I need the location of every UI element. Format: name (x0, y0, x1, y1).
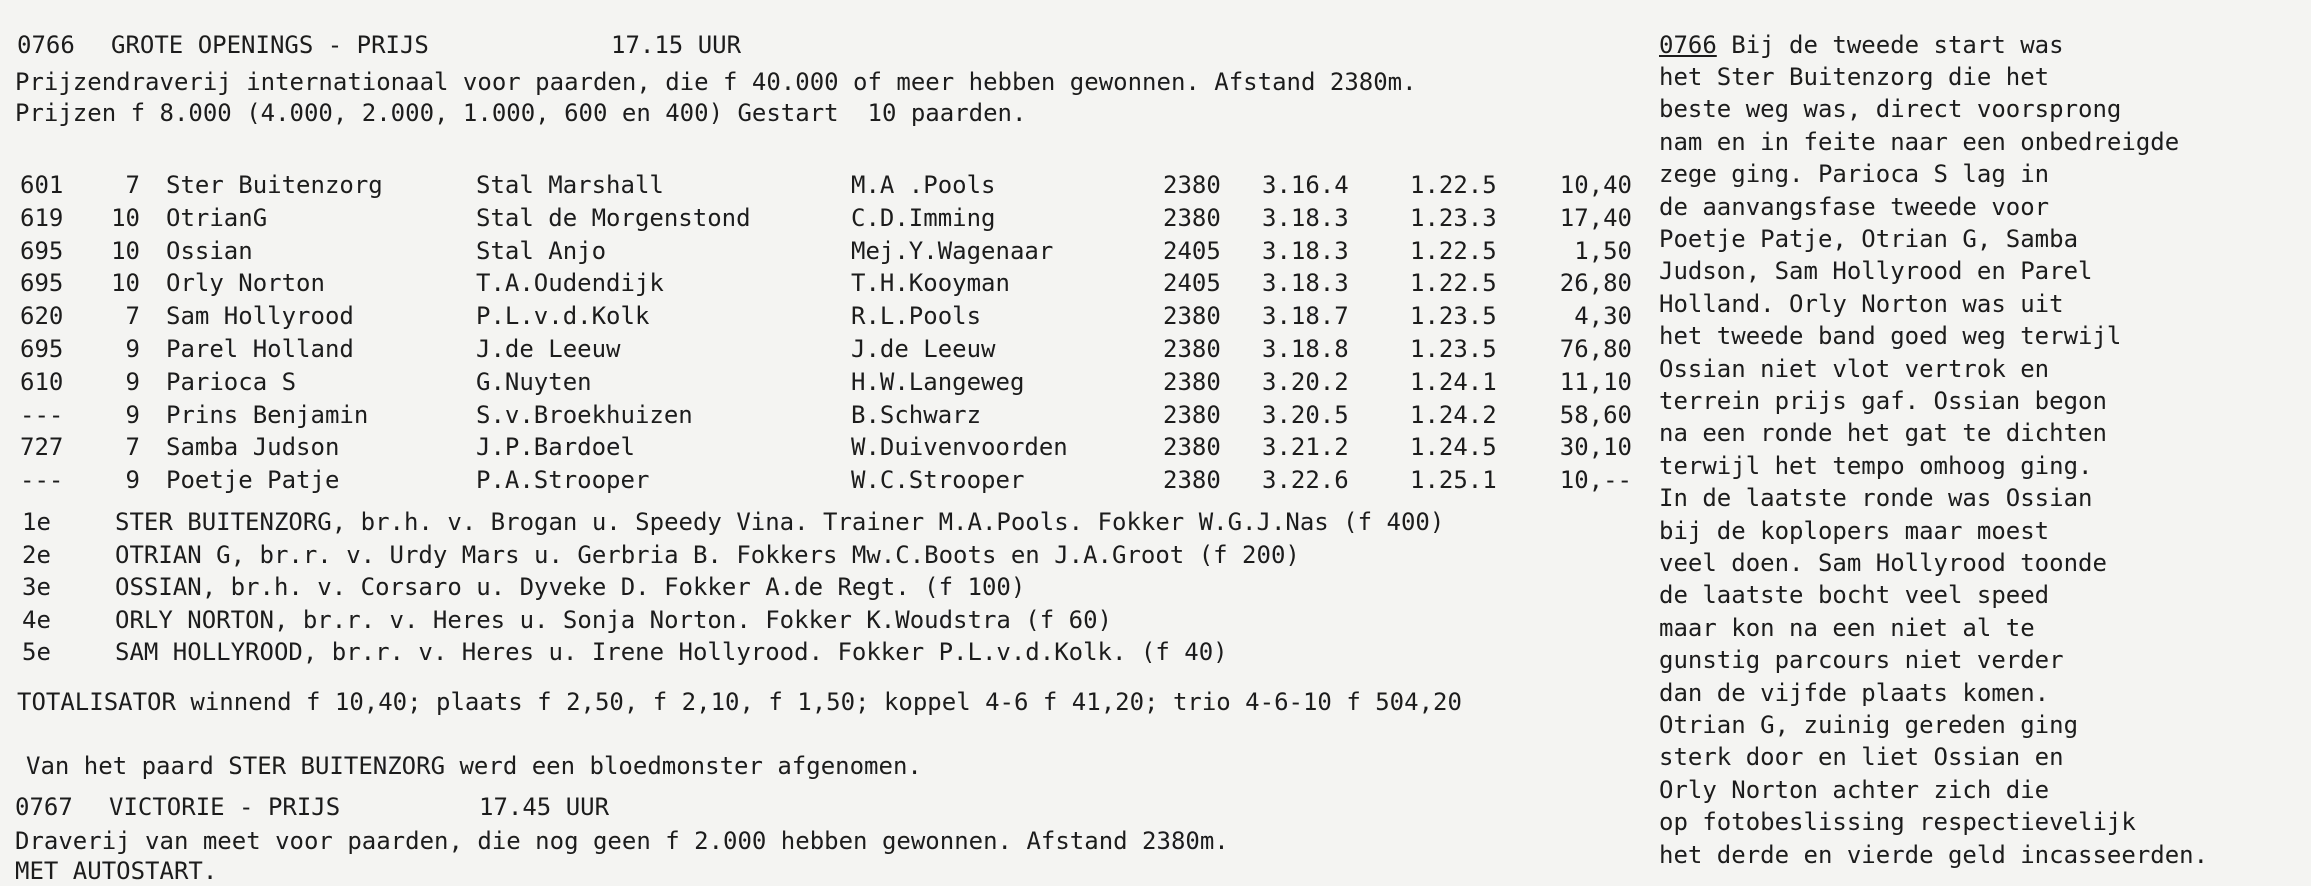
horse-name-cell: Parioca S (166, 368, 297, 396)
age-cell: 9 (125, 466, 140, 494)
distance-cell: 2405 (1163, 237, 1221, 265)
km-time-cell: 1.23.5 (1410, 302, 1497, 330)
km-time-cell: 1.24.5 (1410, 433, 1497, 461)
race-name: VICTORIE - PRIJS (109, 793, 341, 821)
odds-cell: 30,10 (1559, 433, 1632, 461)
commentary-line: op fotobeslissing respectievelijk (1659, 808, 2136, 836)
race-number-cell: 620 (20, 302, 64, 330)
commentary-line: Poetje Patje, Otrian G, Samba (1659, 225, 2079, 253)
race-number-cell: 695 (20, 237, 64, 265)
horse-name-cell: Poetje Patje (166, 466, 340, 494)
driver-cell: Mej.Y.Wagenaar (851, 237, 1054, 265)
driver-cell: W.Duivenvoorden (851, 433, 1068, 461)
race-number-cell: 610 (20, 368, 64, 396)
commentary-line: Ossian niet vlot vertrok en (1659, 355, 2050, 383)
race-number-cell: --- (20, 401, 64, 429)
placing-position: 3e (22, 573, 51, 601)
commentary-line: gunstig parcours niet verder (1659, 646, 2064, 674)
horse-name-cell: Prins Benjamin (166, 401, 369, 429)
driver-cell: M.A .Pools (851, 171, 996, 199)
time-cell: 3.18.3 (1262, 237, 1349, 265)
distance-cell: 2380 (1163, 368, 1221, 396)
driver-cell: C.D.Imming (851, 204, 996, 232)
owner-cell: Stal de Morgenstond (476, 204, 751, 232)
km-time-cell: 1.22.5 (1410, 237, 1497, 265)
race-conditions-line-1: Prijzendraverij internationaal voor paarden, die f 40.000 of meer hebben gewonnen. Afstand 2380m. (15, 68, 1417, 96)
placing-position: 2e (22, 541, 51, 569)
km-time-cell: 1.23.3 (1410, 204, 1497, 232)
distance-cell: 2380 (1163, 401, 1221, 429)
driver-cell: T.H.Kooyman (851, 269, 1010, 297)
distance-cell: 2405 (1163, 269, 1221, 297)
placing-position: 1e (22, 508, 51, 536)
commentary-line: dan de vijfde plaats komen. (1659, 679, 2050, 707)
driver-cell: B.Schwarz (851, 401, 982, 429)
placing-details: SAM HOLLYROOD, br.r. v. Heres u. Irene Hollyrood. Fokker P.L.v.d.Kolk. (f 40) (115, 638, 1228, 666)
km-time-cell: 1.25.1 (1410, 466, 1497, 494)
owner-cell: G.Nuyten (476, 368, 592, 396)
race-number: 0766 (17, 31, 75, 59)
owner-cell: J.P.Bardoel (476, 433, 635, 461)
odds-cell: 10,-- (1559, 466, 1632, 494)
age-cell: 10 (111, 204, 140, 232)
owner-cell: Stal Anjo (476, 237, 607, 265)
race-conditions-line-2: MET AUTOSTART. (15, 857, 218, 885)
blood-sample-note: Van het paard STER BUITENZORG werd een bloedmonster afgenomen. (26, 752, 922, 780)
commentary-line: de laatste bocht veel speed (1659, 581, 2050, 609)
distance-cell: 2380 (1163, 433, 1221, 461)
race-number-cell: 619 (20, 204, 64, 232)
odds-cell: 76,80 (1559, 335, 1632, 363)
odds-cell: 26,80 (1559, 269, 1632, 297)
commentary-line: het derde en vierde geld incasseerden. (1659, 841, 2209, 869)
time-cell: 3.16.4 (1262, 171, 1349, 199)
race-number-cell: 727 (20, 433, 64, 461)
commentary-line: nam en in feite naar een onbedreigde (1659, 128, 2180, 156)
km-time-cell: 1.24.1 (1410, 368, 1497, 396)
distance-cell: 2380 (1163, 466, 1221, 494)
commentary-line: maar kon na een niet al te (1659, 614, 2035, 642)
race-number-cell: --- (20, 466, 64, 494)
distance-cell: 2380 (1163, 302, 1221, 330)
odds-cell: 10,40 (1559, 171, 1632, 199)
owner-cell: J.de Leeuw (476, 335, 621, 363)
odds-cell: 17,40 (1559, 204, 1632, 232)
placing-details: OSSIAN, br.h. v. Corsaro u. Dyveke D. Fokker A.de Regt. (f 100) (115, 573, 1026, 601)
commentary-line: beste weg was, direct voorsprong (1659, 95, 2122, 123)
horse-name-cell: Orly Norton (166, 269, 325, 297)
commentary-line: na een ronde het gat te dichten (1659, 419, 2107, 447)
race-number-cell: 695 (20, 269, 64, 297)
commentary-line: terwijl het tempo omhoog ging. (1659, 452, 2093, 480)
odds-cell: 4,30 (1574, 302, 1632, 330)
race-conditions-line-2: Prijzen f 8.000 (4.000, 2.000, 1.000, 600 en 400) Gestart 10 paarden. (15, 99, 1027, 127)
commentary-line: In de laatste ronde was Ossian (1659, 484, 2093, 512)
km-time-cell: 1.23.5 (1410, 335, 1497, 363)
km-time-cell: 1.22.5 (1410, 171, 1497, 199)
owner-cell: T.A.Oudendijk (476, 269, 664, 297)
placing-position: 5e (22, 638, 51, 666)
placing-details: STER BUITENZORG, br.h. v. Brogan u. Speedy Vina. Trainer M.A.Pools. Fokker W.G.J.Nas (f 400) (115, 508, 1445, 536)
owner-cell: Stal Marshall (476, 171, 664, 199)
commentary-line: Holland. Orly Norton was uit (1659, 290, 2064, 318)
horse-name-cell: Samba Judson (166, 433, 340, 461)
age-cell: 9 (125, 401, 140, 429)
commentary-line: Otrian G, zuinig gereden ging (1659, 711, 2079, 739)
commentary-first-line (1659, 30, 2064, 60)
horse-name-cell: Ossian (166, 237, 253, 265)
horse-name-cell: Sam Hollyrood (166, 302, 354, 330)
odds-cell: 1,50 (1574, 237, 1632, 265)
distance-cell: 2380 (1163, 171, 1221, 199)
age-cell: 7 (125, 433, 140, 461)
odds-cell: 58,60 (1559, 401, 1632, 429)
time-cell: 3.18.8 (1262, 335, 1349, 363)
race-time: 17.45 UUR (479, 793, 610, 821)
odds-cell: 11,10 (1559, 368, 1632, 396)
time-cell: 3.18.3 (1262, 269, 1349, 297)
time-cell: 3.20.2 (1262, 368, 1349, 396)
race-name: GROTE OPENINGS - PRIJS (111, 31, 429, 59)
race-conditions-line-1: Draverij van meet voor paarden, die nog geen f 2.000 hebben gewonnen. Afstand 2380m. (15, 827, 1229, 855)
horse-name-cell: Ster Buitenzorg (166, 171, 383, 199)
owner-cell: P.A.Strooper (476, 466, 650, 494)
time-cell: 3.21.2 (1262, 433, 1349, 461)
age-cell: 9 (125, 368, 140, 396)
age-cell: 10 (111, 237, 140, 265)
race-number-cell: 695 (20, 335, 64, 363)
age-cell: 7 (125, 171, 140, 199)
race-time: 17.15 UUR (611, 31, 742, 59)
commentary-line: bij de koplopers maar moest (1659, 517, 2050, 545)
km-time-cell: 1.24.2 (1410, 401, 1497, 429)
commentary-line: terrein prijs gaf. Ossian begon (1659, 387, 2107, 415)
age-cell: 7 (125, 302, 140, 330)
time-cell: 3.22.6 (1262, 466, 1349, 494)
commentary-first-line-text: Bij de tweede start was (1716, 31, 2064, 59)
owner-cell: S.v.Broekhuizen (476, 401, 693, 429)
driver-cell: W.C.Strooper (851, 466, 1025, 494)
placing-details: ORLY NORTON, br.r. v. Heres u. Sonja Norton. Fokker K.Woudstra (f 60) (115, 606, 1112, 634)
race-number: 0767 (15, 793, 73, 821)
time-cell: 3.18.7 (1262, 302, 1349, 330)
commentary-ref: 0766 (1659, 31, 1717, 59)
commentary-line: het Ster Buitenzorg die het (1659, 63, 2050, 91)
commentary-line: veel doen. Sam Hollyrood toonde (1659, 549, 2107, 577)
distance-cell: 2380 (1163, 335, 1221, 363)
driver-cell: J.de Leeuw (851, 335, 996, 363)
commentary-line: zege ging. Parioca S lag in (1659, 160, 2050, 188)
km-time-cell: 1.22.5 (1410, 269, 1497, 297)
totalisator: TOTALISATOR winnend f 10,40; plaats f 2,50, f 2,10, f 1,50; koppel 4-6 f 41,20; trio 4-6-10 f 504,20 (17, 688, 1462, 716)
horse-name-cell: Parel Holland (166, 335, 354, 363)
commentary-line: Judson, Sam Hollyrood en Parel (1659, 257, 2093, 285)
placing-details: OTRIAN G, br.r. v. Urdy Mars u. Gerbria B. Fokkers Mw.C.Boots en J.A.Groot (f 200) (115, 541, 1300, 569)
commentary-line: Orly Norton achter zich die (1659, 776, 2050, 804)
driver-cell: H.W.Langeweg (851, 368, 1025, 396)
race-number-cell: 601 (20, 171, 64, 199)
owner-cell: P.L.v.d.Kolk (476, 302, 650, 330)
driver-cell: R.L.Pools (851, 302, 982, 330)
placing-position: 4e (22, 606, 51, 634)
horse-name-cell: OtrianG (166, 204, 268, 232)
commentary-line: de aanvangsfase tweede voor (1659, 193, 2050, 221)
age-cell: 10 (111, 269, 140, 297)
commentary-line: het tweede band goed weg terwijl (1659, 322, 2122, 350)
time-cell: 3.20.5 (1262, 401, 1349, 429)
time-cell: 3.18.3 (1262, 204, 1349, 232)
distance-cell: 2380 (1163, 204, 1221, 232)
age-cell: 9 (125, 335, 140, 363)
commentary-line: sterk door en liet Ossian en (1659, 743, 2064, 771)
